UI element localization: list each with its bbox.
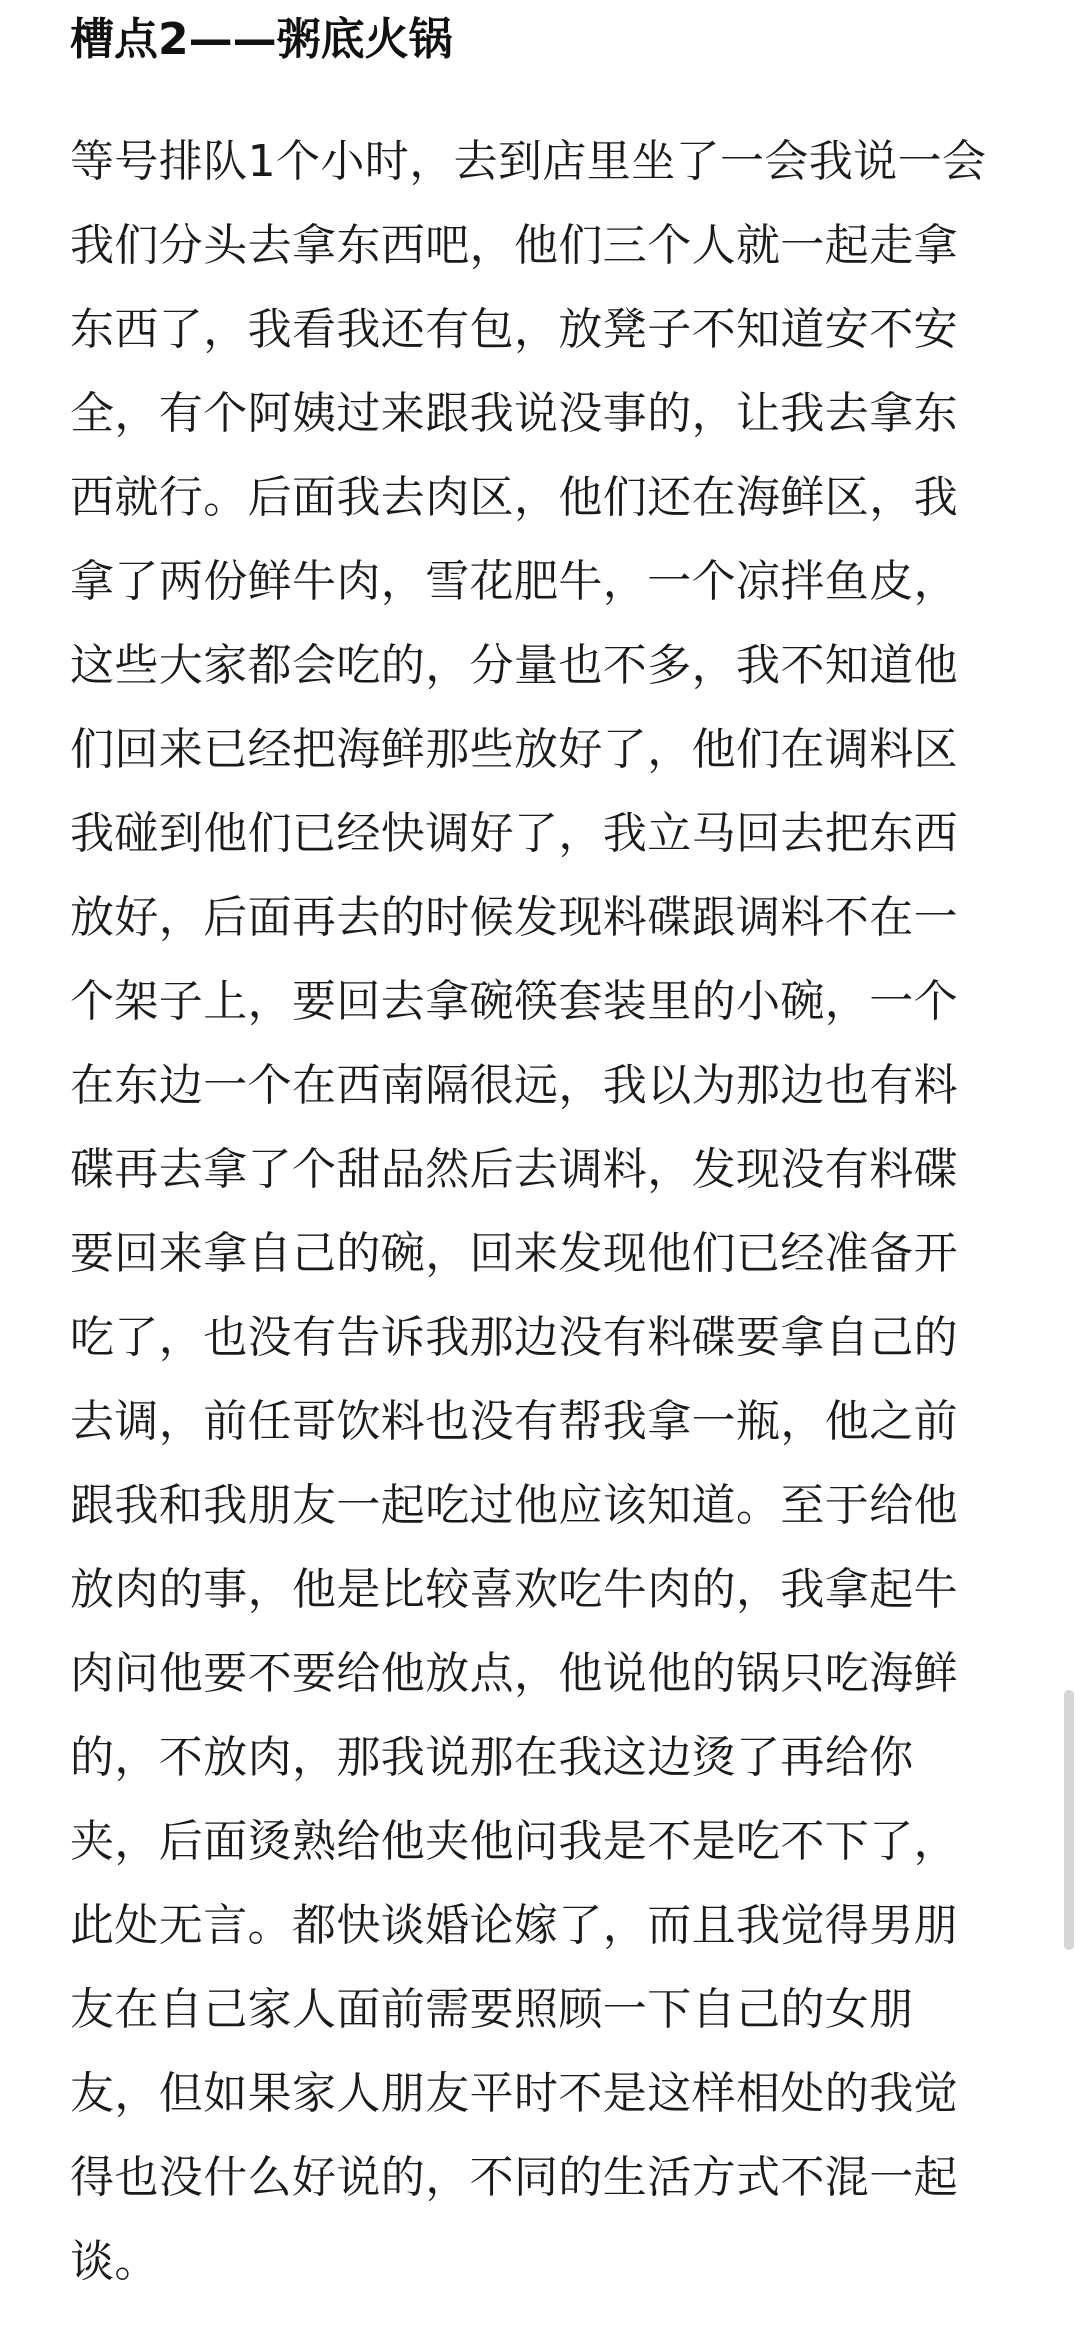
body-line: 的，不放肉，那我说那在我这边烫了再给你 (70, 1732, 914, 1783)
article (70, 0, 1010, 2304)
body-line: 跟我和我朋友一起吃过他应该知道。至于给他 (70, 1480, 958, 1531)
vertical-scrollbar[interactable] (1064, 1690, 1074, 1950)
article-body (70, 120, 1010, 2304)
body-line: 等号排队1个小时，去到店里坐了一会我说一会 (70, 136, 987, 187)
body-line: 这些大家都会吃的，分量也不多，我不知道他 (70, 640, 958, 691)
body-line: 要回来拿自己的碗，回来发现他们已经准备开 (70, 1228, 958, 1279)
body-line: 肉问他要不要给他放点，他说他的锅只吃海鲜 (70, 1648, 958, 1699)
body-line: 们回来已经把海鲜那些放好了，他们在调料区 (70, 724, 958, 775)
body-line: 谈。 (70, 2236, 159, 2287)
body-line: 拿了两份鲜牛肉，雪花肥牛，一个凉拌鱼皮， (70, 556, 958, 607)
body-line: 我碰到他们已经快调好了，我立马回去把东西 (70, 808, 958, 859)
body-line: 个架子上，要回去拿碗筷套装里的小碗，一个 (70, 976, 958, 1027)
body-line: 西就行。后面我去肉区，他们还在海鲜区，我 (70, 472, 958, 523)
article-heading: 槽点2——粥底火锅 (70, 14, 453, 65)
body-line: 在东边一个在西南隔很远，我以为那边也有料 (70, 1060, 958, 1111)
body-line: 夹，后面烫熟给他夹他问我是不是吃不下了， (70, 1816, 958, 1867)
body-line: 此处无言。都快谈婚论嫁了，而且我觉得男朋 (70, 1900, 958, 1951)
body-line: 友，但如果家人朋友平时不是这样相处的我觉 (70, 2068, 958, 2119)
scrollbar-thumb[interactable] (1064, 1690, 1074, 1950)
body-line: 得也没什么好说的，不同的生活方式不混一起 (70, 2152, 958, 2203)
body-line: 碟再去拿了个甜品然后去调料，发现没有料碟 (70, 1144, 958, 1195)
body-line: 全，有个阿姨过来跟我说没事的，让我去拿东 (70, 388, 958, 439)
body-line: 放肉的事，他是比较喜欢吃牛肉的，我拿起牛 (70, 1564, 958, 1615)
body-line: 放好，后面再去的时候发现料碟跟调料不在一 (70, 892, 958, 943)
body-line: 我们分头去拿东西吧，他们三个人就一起走拿 (70, 220, 958, 271)
body-line: 友在自己家人面前需要照顾一下自己的女朋 (70, 1984, 914, 2035)
body-line: 东西了，我看我还有包，放凳子不知道安不安 (70, 304, 958, 355)
body-line: 吃了，也没有告诉我那边没有料碟要拿自己的 (70, 1312, 958, 1363)
body-line: 去调，前任哥饮料也没有帮我拿一瓶，他之前 (70, 1396, 958, 1447)
